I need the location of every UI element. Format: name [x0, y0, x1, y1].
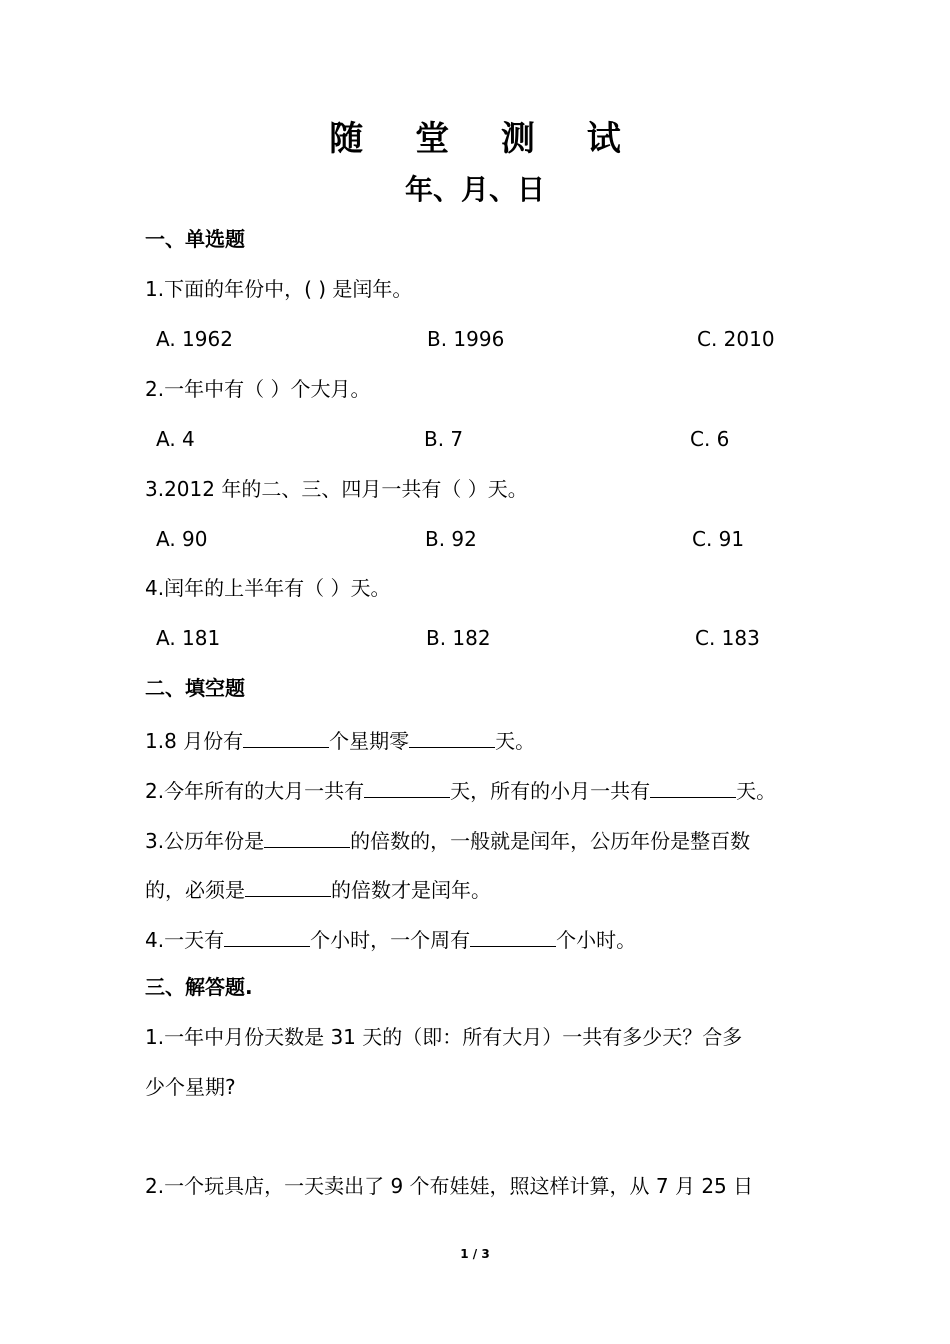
fill-question-3-line-2: [145, 877, 491, 900]
text-segment: 天。: [736, 779, 777, 803]
question-1-1: 1.下面的年份中，( ) 是闰年。: [145, 277, 413, 301]
option-a: A. 90: [156, 527, 208, 551]
option-a: A. 4: [156, 427, 195, 451]
text-segment: 4.一天有: [145, 928, 225, 952]
option-a: A. 1962: [156, 327, 233, 351]
text-segment: 个小时，一个周有: [310, 928, 471, 952]
option-c: C. 91: [692, 527, 745, 551]
answer-blank[interactable]: [245, 877, 331, 897]
question-1-2: 2.一年中有（ ）个大月。: [145, 377, 371, 401]
text-segment: 3.公历年份是: [145, 829, 265, 853]
section-heading-fill-blank: 二、填空题: [145, 676, 245, 700]
answer-blank[interactable]: [224, 927, 310, 947]
answer-blank[interactable]: [650, 778, 736, 798]
option-b: B. 92: [425, 527, 477, 551]
text-segment: 的倍数的，一般就是闰年，公历年份是整百数: [350, 829, 751, 853]
option-c: C. 2010: [697, 327, 775, 351]
text-segment: 的倍数才是闰年。: [331, 878, 491, 902]
answer-question-2-line-1: 2.一个玩具店，一天卖出了 9 个布娃娃，照这样计算，从 7 月 25 日: [145, 1174, 754, 1198]
answer-blank[interactable]: [470, 927, 556, 947]
answer-blank[interactable]: [264, 828, 350, 848]
option-b: B. 7: [424, 427, 464, 451]
text-segment: 天。: [495, 729, 536, 753]
fill-question-4: [145, 927, 636, 950]
fill-question-2: [145, 778, 776, 801]
answer-blank[interactable]: [243, 728, 329, 748]
question-1-4: 4.闰年的上半年有（ ）天。: [145, 576, 391, 600]
option-b: B. 1996: [427, 327, 505, 351]
option-a: A. 181: [156, 626, 221, 650]
fill-question-3-line-1: [145, 828, 750, 851]
fill-question-1: [145, 728, 535, 751]
option-c: C. 6: [690, 427, 730, 451]
answer-blank[interactable]: [364, 778, 450, 798]
text-segment: 个小时。: [556, 928, 637, 952]
text-segment: 2.今年所有的大月一共有: [145, 779, 365, 803]
answer-question-1-line-2: 少个星期?: [145, 1075, 236, 1099]
text-segment: 1.8 月份有: [145, 729, 244, 753]
page-number: 1 / 3: [460, 1247, 490, 1261]
question-1-3: 3.2012 年的二、三、四月一共有（ ）天。: [145, 477, 528, 501]
option-c: C. 183: [695, 626, 760, 650]
page-subtitle: 年、月、日: [404, 173, 545, 206]
answer-question-1-line-1: 1.一年中月份天数是 31 天的（即：所有大月）一共有多少天？合多: [145, 1025, 743, 1049]
text-segment: 天，所有的小月一共有: [450, 779, 651, 803]
page-title: 随 堂 测 试: [329, 119, 641, 159]
answer-blank[interactable]: [409, 728, 495, 748]
section-heading-answer: 三、解答题.: [145, 975, 253, 999]
text-segment: 的，必须是: [145, 878, 245, 902]
option-b: B. 182: [426, 626, 491, 650]
section-heading-single-choice: 一、单选题: [145, 227, 245, 251]
text-segment: 个星期零: [329, 729, 410, 753]
